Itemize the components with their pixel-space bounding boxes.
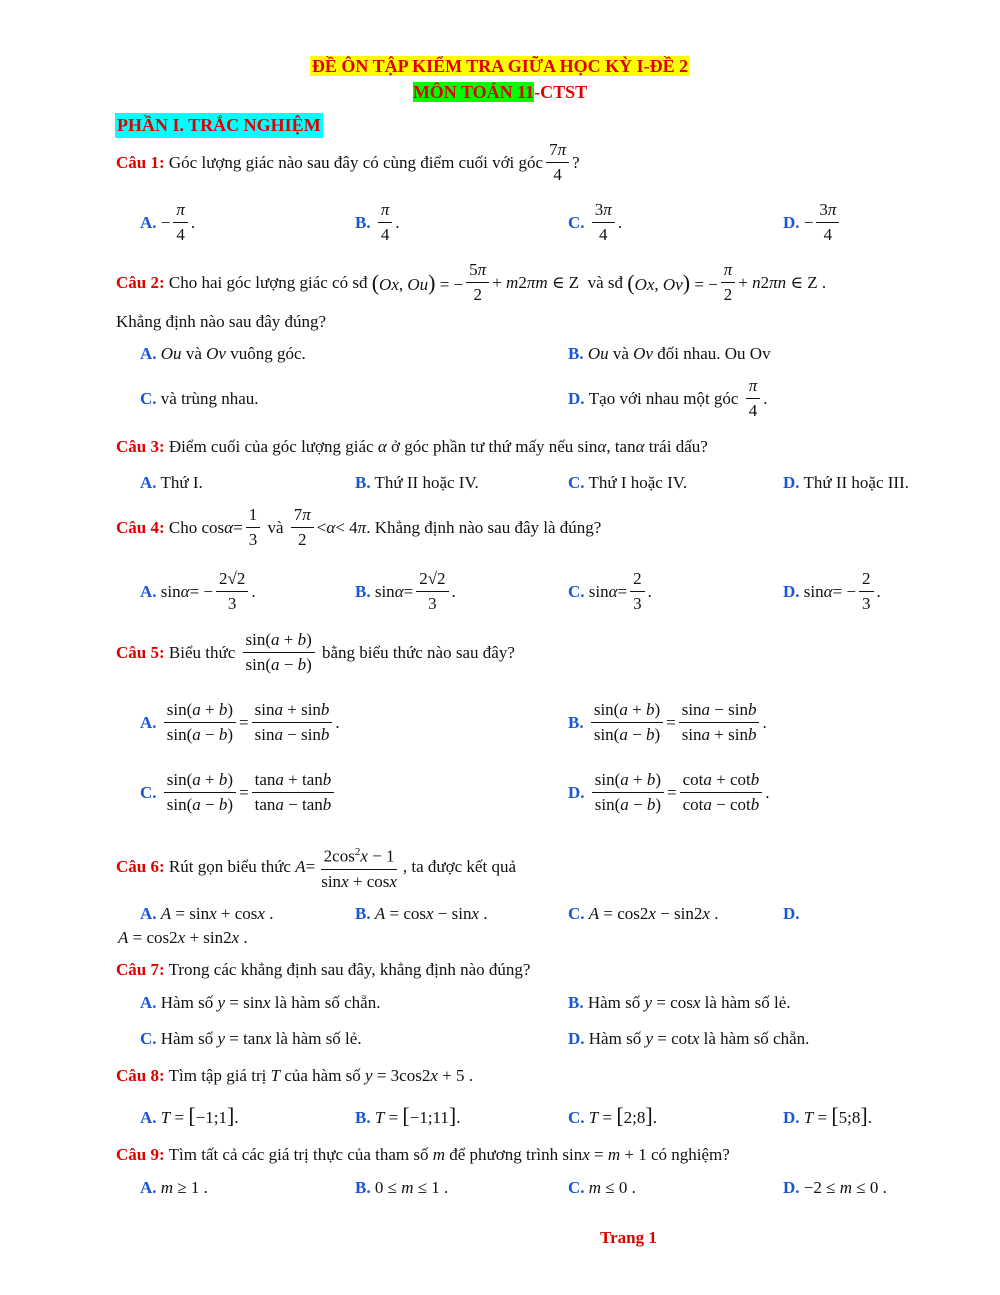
question-3: Câu 3: Điểm cuối của góc lượng giác α ở góc phần tư thứ mấy nếu sinα, tanα trái dấu? <box>116 437 708 456</box>
q5-option-d[interactable]: D. $\frac{\sin(a + b)}{\sin(a - b)}$ = $\frac{\cot a + \cot b}{\cot a - \cot b}$ . <box>568 770 770 814</box>
q1-option-b[interactable]: B. $\frac{\pi}{4}$ . <box>355 200 400 244</box>
q2-text: Khẳng định nào sau đây đúng? <box>116 312 327 331</box>
q7-option-c[interactable]: C. Hàm số y = tanx là hàm số lẻ. <box>140 1029 362 1048</box>
q1-option-a[interactable]: A. − $\frac{\pi}{4}$ . <box>140 200 196 244</box>
q9-option-a[interactable]: A. m ≥ 1 . <box>140 1178 208 1197</box>
q3-option-d[interactable]: D. Thứ II hoặc III. <box>783 473 909 492</box>
question-1: Câu 1: Góc lượng giác nào sau đây có cùng điểm cuối với góc $\frac{7\pi}{4}$ ? <box>116 140 580 184</box>
q7-option-a[interactable]: A. Hàm số y = sinx là hàm số chẵn. <box>140 993 381 1012</box>
q5-option-a[interactable]: A. $\frac{\sin(a + b)}{\sin(a - b)}$ = $\frac{\sin a + \sin b}{\sin a - \sin b}$ . <box>140 700 340 744</box>
question-4: Câu 4: Cho cos α = $\frac{1}{3}$ và $\frac{7\pi}{2}$ < α < 4 π . Khẳng định nào sau đây là đúng? <box>116 505 602 549</box>
exam-subject: MÔN TOÁN 11-CTST <box>412 82 588 102</box>
question-9: Câu 9: Tìm tất cả các giá trị thực của tham số m để phương trình sinx = m + 1 có nghiệm? <box>116 1145 730 1164</box>
q9-option-c[interactable]: C. m ≤ 0 . <box>568 1178 636 1197</box>
q4-option-a[interactable]: A. sin α = − $\frac{2√2}{3}$ . <box>140 569 256 613</box>
page-number: Trang 1 <box>600 1228 657 1247</box>
q2-option-a[interactable]: A. Ou và Ov vuông góc. <box>140 344 306 363</box>
q5-option-c[interactable]: C. $\frac{\sin(a + b)}{\sin(a - b)}$ = $\frac{\tan a + \tan b}{\tan a - \tan b}$ <box>140 770 337 815</box>
q2-option-b[interactable]: B. Ou và Ov đối nhau. Ou Ov <box>568 344 771 363</box>
q5-option-b[interactable]: B. $\frac{\sin(a + b)}{\sin(a - b)}$ = $\frac{\sin a - \sin b}{\sin a + \sin b}$ . <box>568 700 767 744</box>
q1-option-c[interactable]: C. $\frac{3\pi}{4}$ . <box>568 200 623 244</box>
q8-option-b[interactable]: B. T = [−1;11]. <box>355 1103 461 1128</box>
q4-option-d[interactable]: D. sin α = − $\frac{2}{3}$ . <box>783 569 881 613</box>
question-5: Câu 5: Biểu thức $\frac{\sin(a + b)}{\sin(a - b)}$ bằng biểu thức nào sau đây? <box>116 630 515 674</box>
q1-option-d[interactable]: D. − $\frac{3\pi}{4}$ <box>783 200 842 245</box>
question-2: Câu 2: Cho hai góc lượng giác có sđ (Ox, Ou) = − $\frac{5\pi}{2}$ + m2πm ∈ Z và sđ (Ox, Ov) = − $\frac{\pi}{2}$ + n2πn ∈ Z . <box>116 260 827 304</box>
question-8: Câu 8: Tìm tập giá trị T của hàm số y = 3cos2x + 5 . <box>116 1066 473 1085</box>
q6-option-b[interactable]: B. A = cosx − sinx . <box>355 904 488 923</box>
q2-option-c[interactable]: C. và trùng nhau. <box>140 389 259 408</box>
q3-option-c[interactable]: C. Thứ I hoặc IV. <box>568 473 688 492</box>
q6-option-d-label[interactable]: D. <box>783 904 800 923</box>
q4-option-c[interactable]: C. sin α = $\frac{2}{3}$ . <box>568 569 652 613</box>
q7-option-b[interactable]: B. Hàm số y = cosx là hàm số lẻ. <box>568 993 791 1012</box>
part-heading: PHẦN I. TRẮC NGHIỆM <box>115 113 323 138</box>
q7-option-d[interactable]: D. Hàm số y = cotx là hàm số chẵn. <box>568 1029 810 1048</box>
q3-option-b[interactable]: B. Thứ II hoặc IV. <box>355 473 479 492</box>
q2-option-d[interactable]: D. Tạo với nhau một góc $\frac{\pi}{4}$ . <box>568 376 768 420</box>
question-7: Câu 7: Trong các khẳng định sau đây, khẳng định nào đúng? <box>116 960 531 979</box>
q8-option-c[interactable]: C. T = [2;8]. <box>568 1103 657 1128</box>
question-6: Câu 6: Rút gọn biểu thức A = $\frac{2\cos^2x - 1}{\sin x + \cos x}$ , ta được kết quả <box>116 842 516 892</box>
q8-option-a[interactable]: A. T = [−1;1]. <box>140 1103 239 1128</box>
q4-option-b[interactable]: B. sin α = $\frac{2√2}{3}$ . <box>355 569 456 613</box>
q8-option-d[interactable]: D. T = [5;8]. <box>783 1103 872 1128</box>
exam-title: ĐỀ ÔN TẬP KIỂM TRA GIỮA HỌC KỲ I-ĐỀ 2 <box>311 56 689 76</box>
q6-option-c[interactable]: C. A = cos2x − sin2x . <box>568 904 719 923</box>
q6-option-a[interactable]: A. A = sinx + cosx . <box>140 904 274 923</box>
q9-option-d[interactable]: D. −2 ≤ m ≤ 0 . <box>783 1178 887 1197</box>
q9-option-b[interactable]: B. 0 ≤ m ≤ 1 . <box>355 1178 449 1197</box>
q3-option-a[interactable]: A. Thứ I. <box>140 473 203 492</box>
q6-option-d[interactable]: A = cos2x + sin2x . <box>118 928 248 947</box>
